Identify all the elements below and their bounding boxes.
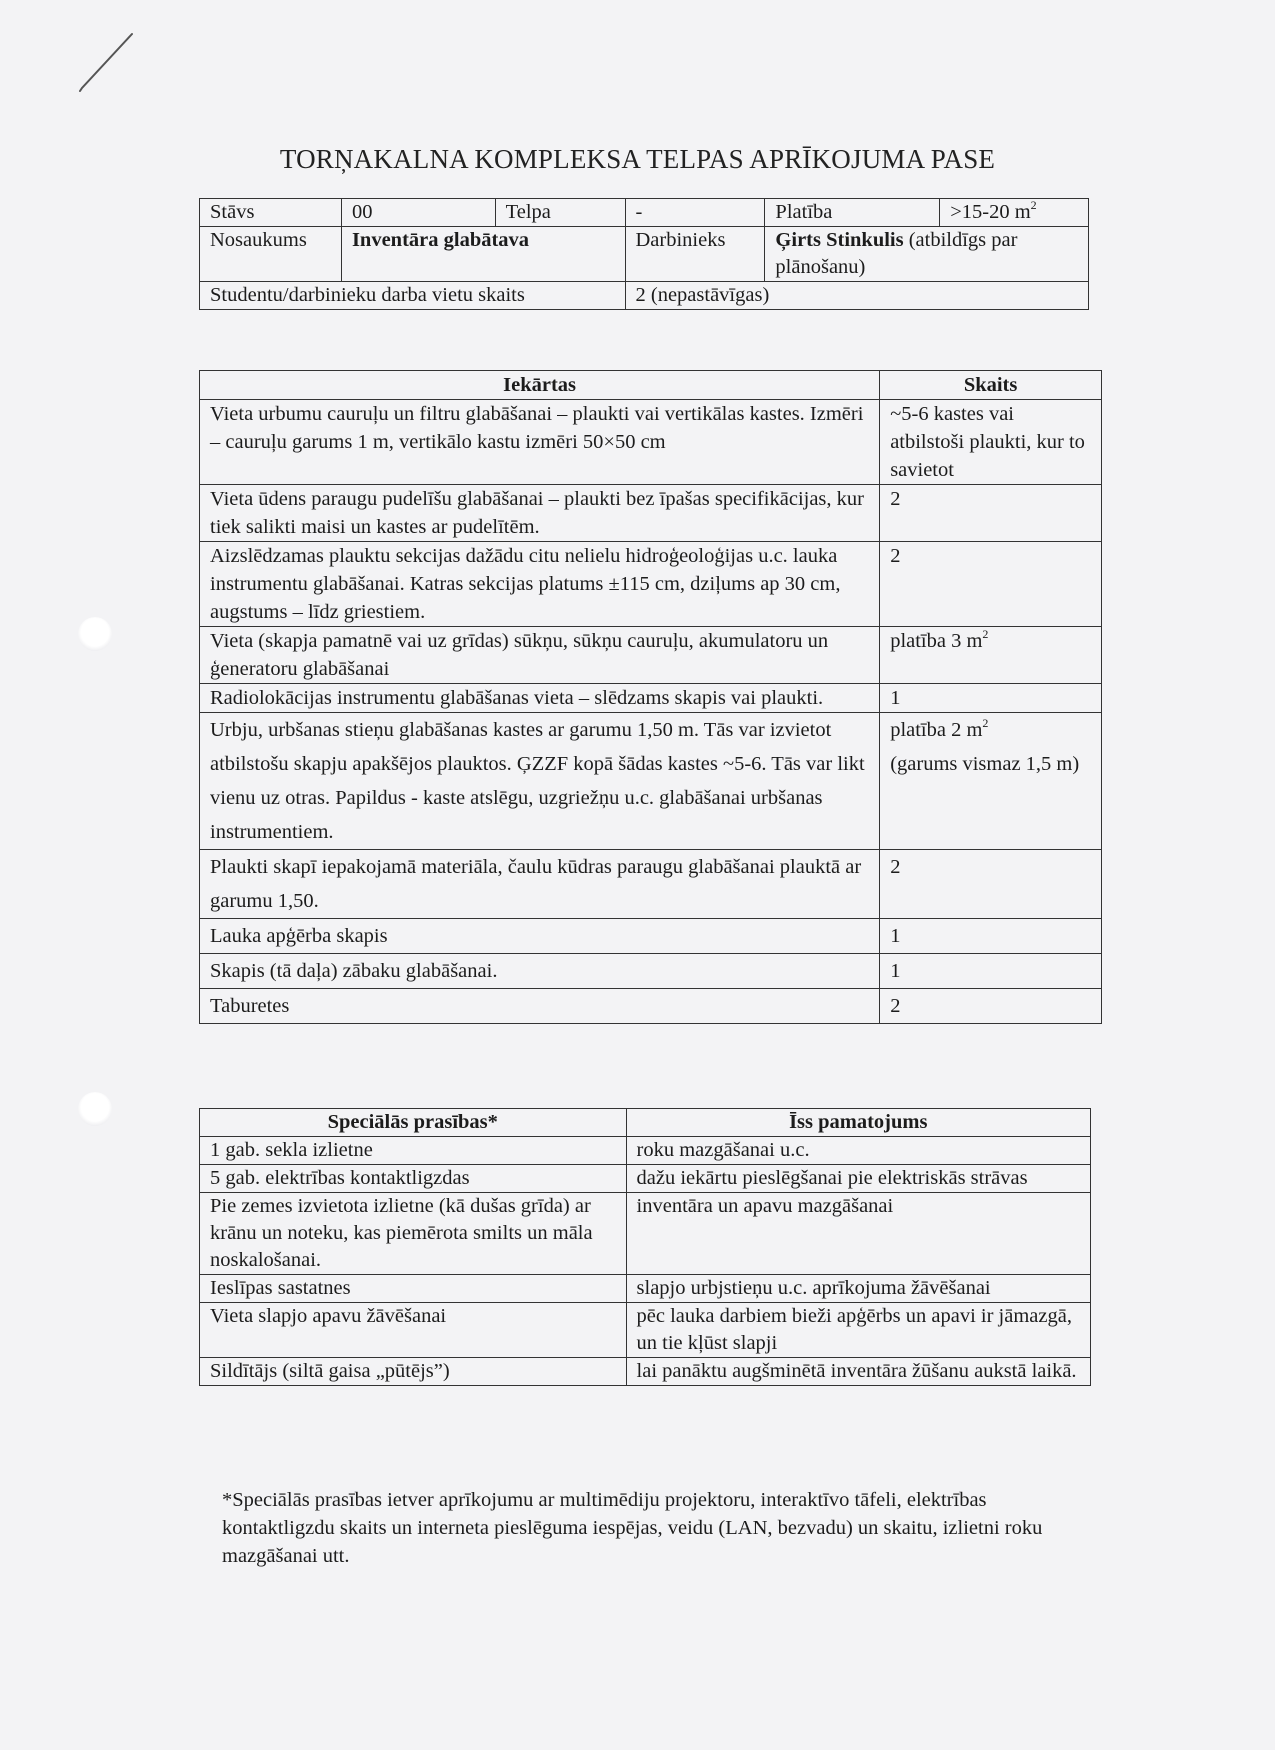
table-row [200,400,1102,485]
requirement-justification: slapjo urbjstieņu u.c. aprīkojuma žāvēšanai [626,1275,1090,1303]
table-row [200,227,1089,282]
table-row [200,627,1102,684]
equipment-table [199,370,1102,1024]
table-row [200,1193,1091,1275]
requirement-item: 5 gab. elektrības kontaktligzdas [200,1165,627,1193]
header-count: Skaits [880,371,1102,400]
equipment-item: Plaukti skapī iepakojamā materiāla, čaulu kūdras paraugu glabāšanai plauktā ar garumu 1,50. [200,850,880,919]
room-info-table [199,198,1089,310]
employee-value: Ģirts Stinkulis (atbildīgs par plānošanu) [765,227,1089,282]
equipment-count: 2 [880,989,1102,1024]
equipment-item: Radiolokācijas instrumentu glabāšanas vieta – slēdzams skapis vai plaukti. [200,684,880,713]
table-header-row [200,371,1102,400]
workplaces-label: Studentu/darbinieku darba vietu skaits [200,282,626,310]
table-row [200,199,1089,227]
equipment-count: 2 [880,542,1102,627]
floor-label: Stāvs [200,199,342,227]
floor-value: 00 [341,199,495,227]
table-row [200,1303,1091,1358]
equipment-count: platība 2 $m^2$ (garums vismaz 1,5 m) [880,713,1102,850]
requirement-justification: pēc lauka darbiem bieži apģērbs un apavi ir jāmazgā, un tie kļūst slapji [626,1303,1090,1358]
table-row [200,282,1089,310]
pen-stroke-mark [78,30,138,94]
requirement-item: Vieta slapjo apavu žāvēšanai [200,1303,627,1358]
equipment-item: Lauka apģērba skapis [200,919,880,954]
equipment-item: Vieta ūdens paraugu pudelīšu glabāšanai – plaukti bez īpašas specifikācijas, kur tiek salikti maisi un kastes ar pudelītēm. [200,485,880,542]
table-row [200,713,1102,850]
table-header-row [200,1109,1091,1137]
equipment-count: 1 [880,919,1102,954]
punch-hole [78,1092,112,1126]
equipment-item: Skapis (tā daļa) zābaku glabāšanai. [200,954,880,989]
room-label: Telpa [495,199,625,227]
equipment-item: Aizslēdzamas plauktu sekcijas dažādu citu nelielu hidroģeoloģijas u.c. lauka instrumentu glabāšanai. Katras sekcijas platums ±115 cm, dziļums ap 30 cm, augstums – līdz griestiem. [200,542,880,627]
table-row [200,485,1102,542]
table-row [200,1275,1091,1303]
header-equipment: Iekārtas [200,371,880,400]
equipment-item: Taburetes [200,989,880,1024]
equipment-item: Vieta (skapja pamatnē vai uz grīdas) sūkņu, sūkņu cauruļu, akumulatoru un ģeneratoru glabāšanai [200,627,880,684]
requirement-justification: roku mazgāšanai u.c. [626,1137,1090,1165]
workplaces-value: 2 (nepastāvīgas) [625,282,1089,310]
requirement-item: Pie zemes izvietota izlietne (kā dušas grīda) ar krānu un noteku, kas piemērota smilts un māla noskalošanai. [200,1193,627,1275]
table-row [200,684,1102,713]
equipment-count: 2 [880,485,1102,542]
equipment-item: Vieta urbumu cauruļu un filtru glabāšanai – plaukti vai vertikālas kastes. Izmēri – cauruļu garums 1 m, vertikālo kastu izmēri 50×50 cm [200,400,880,485]
requirement-justification: lai panāktu augšminētā inventāra žūšanu aukstā laikā. [626,1358,1090,1386]
equipment-count: 2 [880,850,1102,919]
table-row [200,542,1102,627]
document-title: TORŅAKALNA KOMPLEKSA TELPAS APRĪKOJUMA PASE [279,144,996,174]
table-row [200,1165,1091,1193]
requirements-table [199,1108,1091,1386]
table-row [200,919,1102,954]
table-row [200,1358,1091,1386]
table-row [200,989,1102,1024]
requirement-item: Ieslīpas sastatnes [200,1275,627,1303]
requirement-item: Sildītājs (siltā gaisa „pūtējs”) [200,1358,627,1386]
employee-label: Darbinieks [625,227,765,282]
punch-hole [78,617,112,651]
area-value: >15-20 $m^2$ [940,199,1089,227]
requirement-justification: dažu iekārtu pieslēgšanai pie elektriskās strāvas [626,1165,1090,1193]
header-justification: Īss pamatojums [626,1109,1090,1137]
table-row [200,850,1102,919]
table-row [200,954,1102,989]
header-requirements: Speciālās prasības* [200,1109,627,1137]
equipment-count: 1 [880,684,1102,713]
footnote: *Speciālās prasības ietver aprīkojumu ar multimēdiju projektoru, interaktīvo tāfeli, elektrības kontaktligzdu skaits un interneta pieslēguma iespējas, veidu (LAN, bezvadu) un skaitu, izlietni roku mazgāšanai utt. [222,1489,1043,1567]
area-label: Platība [765,199,940,227]
equipment-count: 1 [880,954,1102,989]
room-value: - [625,199,765,227]
name-label: Nosaukums [200,227,342,282]
name-value: Inventāra glabātava [341,227,625,282]
equipment-count: ~5-6 kastes vai atbilstoši plaukti, kur to savietot [880,400,1102,485]
requirement-justification: inventāra un apavu mazgāšanai [626,1193,1090,1275]
requirement-item: 1 gab. sekla izlietne [200,1137,627,1165]
equipment-item: Urbju, urbšanas stieņu glabāšanas kastes ar garumu 1,50 m. Tās var izvietot atbilstošu skapju apakšējos plauktos. ĢZZF kopā šādas kastes ~5-6. Tās var likt vienu uz otras. Papildus - kaste atslēgu, uzgriežņu u.c. glabāšanai urbšanas instrumentiem. [200,713,880,850]
table-row [200,1137,1091,1165]
equipment-count: platība 3 $m^2$ [880,627,1102,684]
